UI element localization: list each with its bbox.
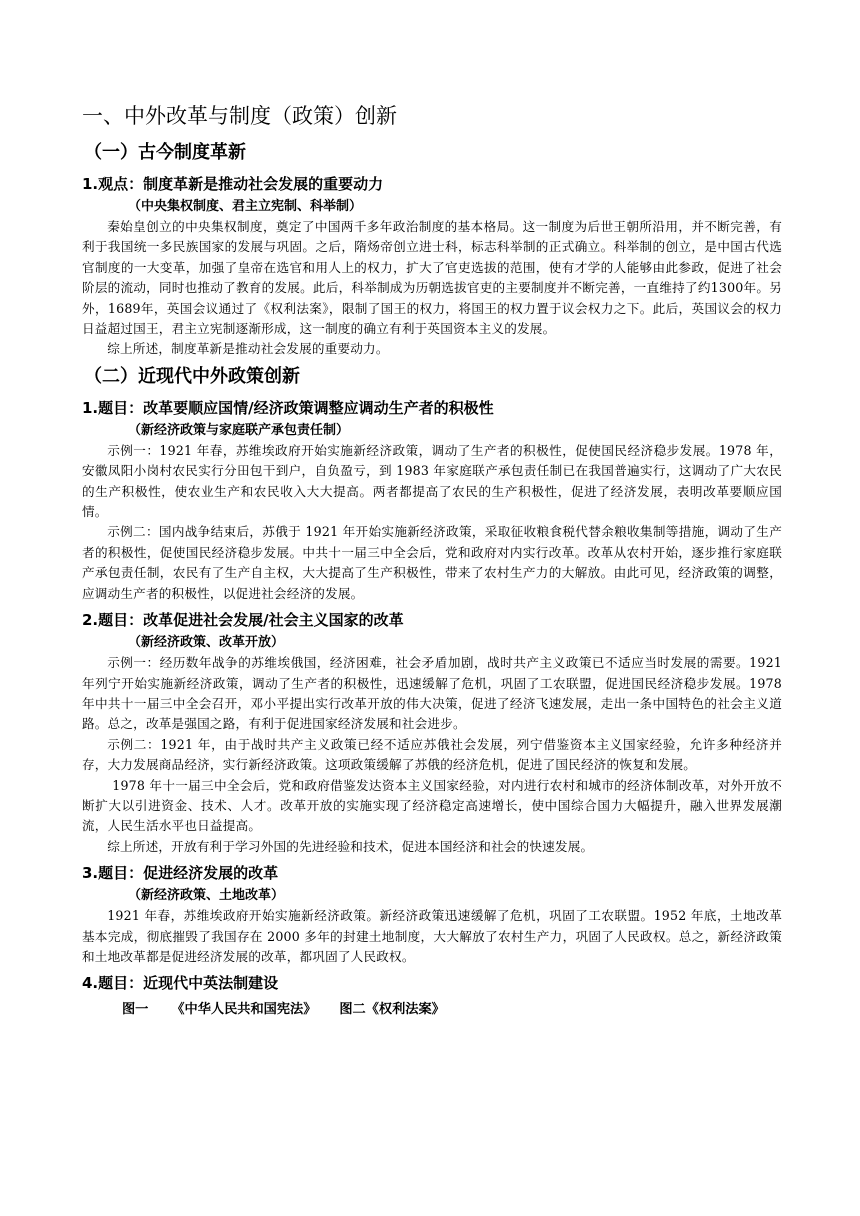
- paragraph: 综上所述，制度革新是推动社会发展的重要动力。: [107, 341, 389, 357]
- topic-subheading: （新经济政策、土地改革）: [128, 888, 285, 904]
- topic-heading: 4.题目：近现代中英法制建设: [82, 974, 279, 993]
- section-heading-2: （二）近现代中外政策创新: [84, 365, 300, 387]
- figure-captions: 图一 《中华人民共和国宪法》 图二《权利法案》: [122, 1002, 445, 1018]
- section-heading-1: （一）古今制度革新: [84, 142, 246, 163]
- topic-subheading: （新经济政策、改革开放）: [128, 635, 285, 651]
- page-title: 一、中外改革与制度（政策）创新: [82, 104, 397, 128]
- document-page: [82, 100, 782, 1022]
- topic-heading: 1.观点：制度革新是推动社会发展的重要动力: [82, 175, 384, 193]
- paragraph: 1921 年春，苏维埃政府开始实施新经济政策。新经济政策迅速缓解了危机，巩固了工农联盟。1952 年底，土地改革基本完成，彻底摧毁了我国存在 2000 多年的封建土地制度，大大解放了农村生产力，巩固了人民政权。总之，新经济政策和土地改革都是促进经济发展的改革，都巩固了人民政权。: [82, 908, 782, 964]
- paragraph: 1978 年十一届三中全会后，党和政府借鉴发达资本主义国家经验，对内进行农村和城市的经济体制改革，对外开放不断扩大以引进资金、技术、人才。改革开放的实施实现了经济稳定高速增长，使中国综合国力大幅提升，融入世界发展潮流，人民生活水平也日益提高。: [82, 777, 782, 834]
- topic-heading: 2.题目：改革促进社会发展/社会主义国家的改革: [82, 611, 404, 630]
- paragraph: 秦始皇创立的中央集权制度，奠定了中国两千多年政治制度的基本格局。这一制度为后世王朝所沿用，并不断完善，有利于我国统一多民族国家的发展与巩固。之后，隋炀帝创立进士科，标志科举制的正式确立。科举制的创立，是中国古代选官制度的一大变革，加强了皇帝在选官和用人上的权力，扩大了官吏选拔的范围，使有才学的人能够由此参政，促进了社会阶层的流动，同时也推动了教育的发展。此后，科举制成为历朝选拔官吏的主要制度并不断完善，一直维持了约1300年。另外，1689年，英国会议通过了《权利法案》，限制了国王的权力，将国王的权力置于议会权力之下。此后，英国议会的权力日益超过国王，君主立宪制逐渐形成，这一制度的确立有利于英国资本主义的发展。: [82, 219, 782, 337]
- topic-subheading: （新经济政策与家庭联产承包责任制）: [128, 422, 350, 438]
- paragraph: 示例二：国内战争结束后，苏俄于 1921 年开始实施新经济政策，采取征收粮食税代替余粮收集制等措施，调动了生产者的积极性，促使国民经济稳步发展。中共十一届三中全会后，党和政府对内实行改革。改革从农村开始，逐步推行家庭联产承包责任制，农民有了生产自主权，大大提高了生产积极性，带来了农村生产力的大解放。由此可见，经济政策的调整，应调动生产者的积极性，以促进社会经济的发展。: [82, 524, 782, 601]
- paragraph: 示例一：1921 年春，苏维埃政府开始实施新经济政策，调动了生产者的积极性，促使国民经济稳步发展。1978 年，安徽凤阳小岗村农民实行分田包干到户，自负盈亏，到 1983 年家庭联产承包责任制已在我国普遍实行，这调动了广大农民的生产积极性，使农业生产和农民收入大大提高。两者都提高了农民的生产积极性，促进了经济发展，表明改革要顺应国情。: [82, 442, 782, 520]
- paragraph: 示例一：经历数年战争的苏维埃俄国，经济困难，社会矛盾加剧，战时共产主义政策已不适应当时发展的需要。1921 年列宁开始实施新经济政策，调动了生产者的积极性，迅速缓解了危机，巩固了工农联盟，促进国民经济稳步发展。1978 年中共十一届三中全会召开，邓小平提出实行改革开放的伟大决策，促进了经济飞速发展，走出一条中国特色的社会主义道路。总之，改革是强国之路，有利于促进国家经济发展和社会进步。: [82, 655, 782, 732]
- topic-subheading: （中央集权制度、君主立宪制、科举制）: [128, 199, 363, 214]
- topic-heading: 1.题目：改革要顺应国情/经济政策调整应调动生产者的积极性: [82, 398, 494, 417]
- paragraph: 示例二：1921 年，由于战时共产主义政策已经不适应苏俄社会发展，列宁借鉴资本主义国家经验，允许多种经济并存，大力发展商品经济，实行新经济政策。这项政策缓解了苏俄的经济危机，促进了国民经济的恢复和发展。: [82, 736, 782, 773]
- topic-heading: 3.题目：促进经济发展的改革: [82, 864, 279, 883]
- paragraph: 综上所述，开放有利于学习外国的先进经验和技术，促进本国经济和社会的快速发展。: [107, 838, 594, 854]
